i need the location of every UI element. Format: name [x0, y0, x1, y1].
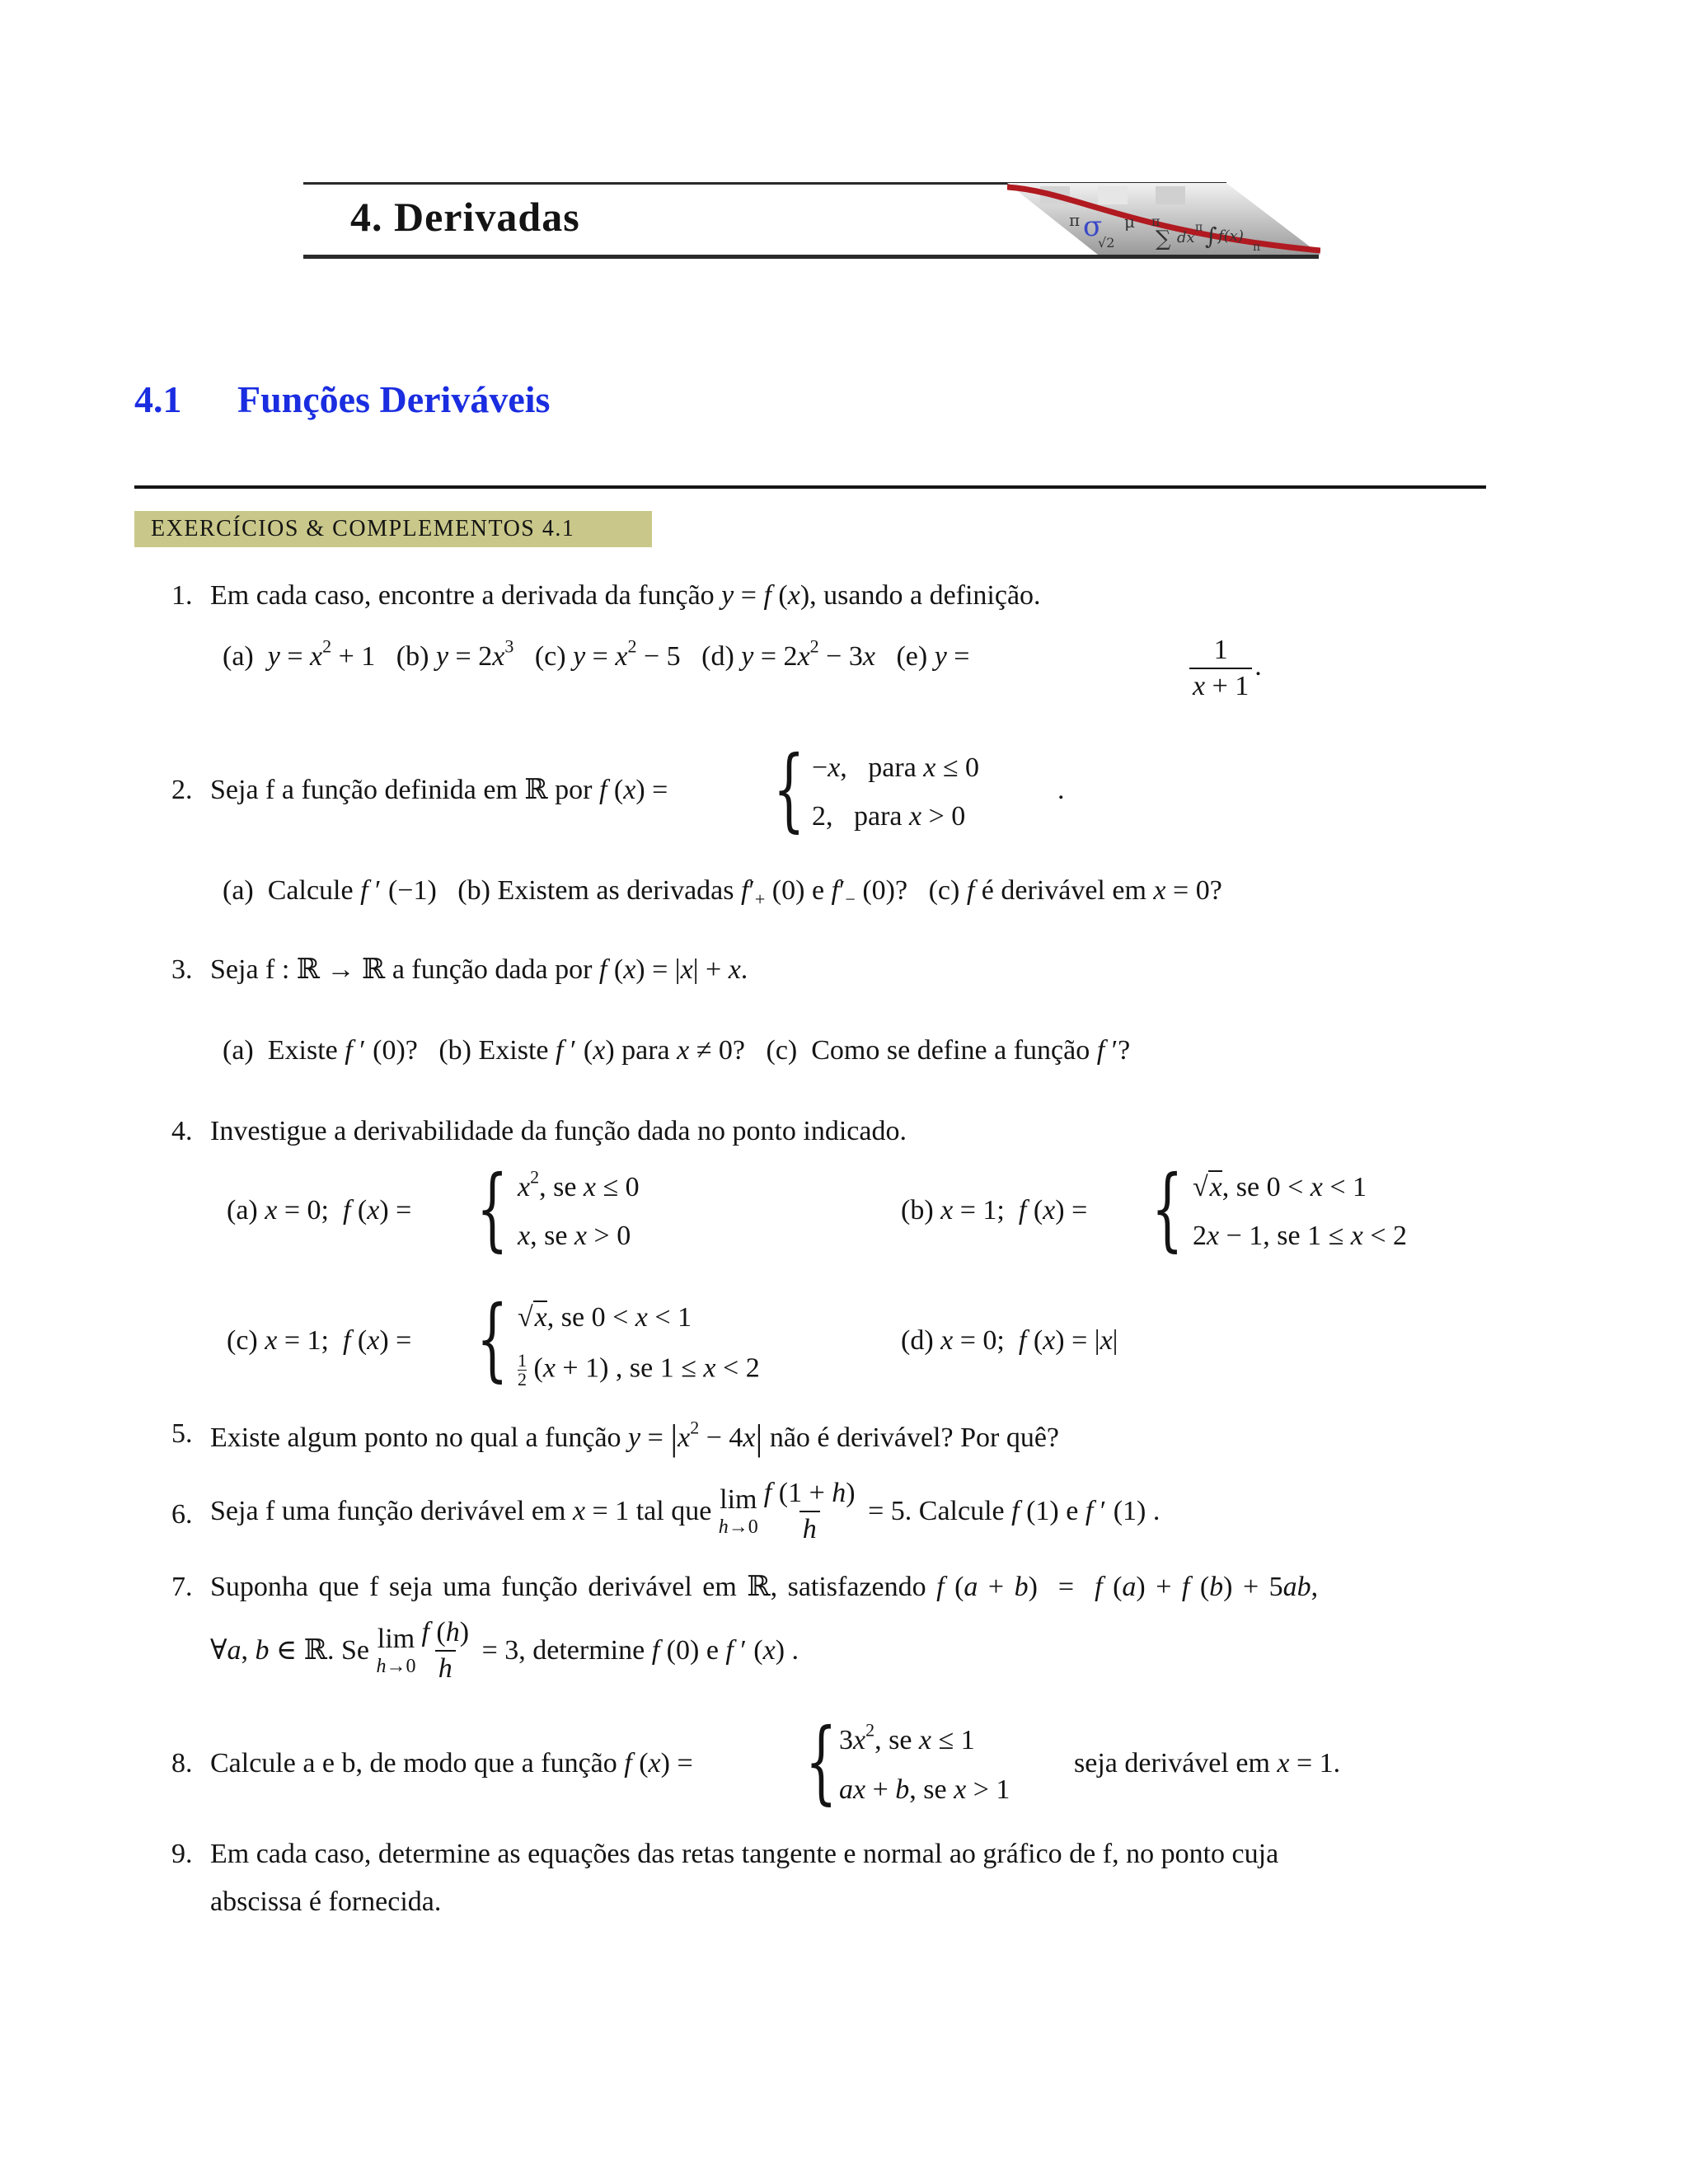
q4c-case2: $\frac{1}{2}$ (x + 1) , se 1 ≤ x < 2 [518, 1350, 760, 1390]
q8-number: 8. [171, 1748, 193, 1779]
q9-line1: Em cada caso, determine as equações das retas tangente e normal ao gráfico de f, no ponto cuja [210, 1839, 1279, 1869]
q8-case2: ax + b, se x > 1 [839, 1774, 1010, 1805]
q6-mid: tal que [635, 1496, 712, 1526]
q7-number: 7. [171, 1572, 193, 1602]
svg-text:∫: ∫ [1205, 223, 1217, 250]
q6-number: 6. [171, 1499, 193, 1530]
q4b-case1: √x, se 0 < x < 1 [1193, 1172, 1367, 1202]
q5-text: Existe algum ponto no qual a função [210, 1422, 621, 1453]
q4a-se2: se [544, 1221, 568, 1251]
q7-text: Suponha que f seja uma função derivável em ℝ, satisfazendo [210, 1572, 926, 1602]
q4c-se2: se [629, 1352, 654, 1384]
q4a-case2: x, se x > 0 [518, 1221, 631, 1251]
q4b-brace: { [1151, 1155, 1184, 1261]
q1-text: Em cada caso, encontre a derivada da função [210, 580, 715, 611]
q1-options: (a) $y = x^2 + 1$ (b) $y = 2x^3$ (c) $y = x^2 - 5$ (d) $y = 2x^2 - 3x$ (e) y = [223, 635, 970, 672]
q1-number: 1. [171, 580, 193, 611]
exercises-label [134, 511, 652, 547]
q2-period: . [1057, 775, 1065, 805]
q1-statement: Em cada caso, encontre a derivada da função y = f (x), usando a definição. [210, 580, 1041, 611]
svg-text:μ: μ [1124, 212, 1135, 232]
q7-line2: ∀ a , b ∈ ℝ. Se lim h→0 $\frac{f (h)}{h}$ = 3, determine f (0) e f ′ ( x ) . [210, 1617, 799, 1684]
q5-number: 5. [171, 1418, 193, 1449]
q2-brace: { [773, 736, 805, 841]
q4a-case1: $x^2$, se x ≤ 0 [518, 1166, 640, 1202]
q4b-label: (b) x = 1; f (x) = [901, 1195, 1088, 1226]
q8-se2: se [923, 1774, 947, 1805]
q2-text: Seja f a função definida em ℝ por [210, 775, 593, 805]
q6-statement: Seja f uma função derivável em x = 1 tal que lim h→0 $\frac{f (1 + h)}{h}$ = 5. Calcule f (1) e f ′ (1) . [210, 1478, 1160, 1544]
svg-text:π: π [1195, 221, 1203, 234]
q3-text: Seja f : ℝ → ℝ a função dada por [210, 954, 593, 985]
section-title: Funções Deriváveis [237, 378, 551, 420]
q4d-label: (d) x = 0; f (x) = |x| [901, 1325, 1118, 1356]
q3-a: Existe [267, 1035, 338, 1066]
section-divider [134, 485, 1486, 489]
q4a-brace: { [476, 1155, 509, 1261]
q2-case2: 2, para x > 0 [812, 801, 966, 832]
q4b-case2: 2x − 1, se 1 ≤ x < 2 [1193, 1221, 1408, 1251]
q4-statement: Investigue a derivabilidade da função dada no ponto indicado. [210, 1116, 907, 1146]
q8-se1: se [889, 1725, 912, 1755]
q4b-se1: se [1236, 1172, 1260, 1202]
q2-case2-cond: para [854, 801, 903, 832]
svg-text:dx: dx [1177, 229, 1195, 246]
q2-statement: Seja f a função definida em ℝ por f (x) = [210, 775, 668, 805]
q8-tail-text: seja derivável em [1074, 1748, 1270, 1779]
q3-b: Existe [478, 1035, 549, 1066]
q6-text: Seja f uma função derivável em [210, 1496, 566, 1526]
svg-text:∑: ∑ [1156, 227, 1171, 251]
q4b-se2: se [1277, 1221, 1301, 1251]
q8-statement: Calcule a e b, de modo que a função f (x) = [210, 1748, 693, 1779]
q3-statement: Seja f : ℝ → ℝ a função dada por f (x) = |x| + x. [210, 954, 748, 985]
q7-l2-tail: determine [532, 1635, 645, 1666]
q8-tail: seja derivável em x = 1. [1074, 1748, 1341, 1779]
q1-tail: , usando a definição. [809, 580, 1041, 611]
q9-line2: abscissa é fornecida. [210, 1886, 442, 1917]
q2-b: Existem as derivadas [497, 875, 734, 906]
svg-text:π: π [1253, 241, 1261, 254]
q6-tail: Calcule [918, 1496, 1005, 1526]
svg-text:π: π [1151, 213, 1160, 229]
q2-options: (a) Calcule f ′ (−1) (b) Existem as derivadas $f'_+$ (0) e $f'_-$ (0)? (c) f é derivável em x = 0? [223, 875, 1222, 910]
q2-c: é derivável em [981, 875, 1146, 906]
q3-b-tail: para [621, 1035, 670, 1066]
q8-brace: { [805, 1708, 837, 1814]
q4-number: 4. [171, 1116, 193, 1146]
q1-fraction: $\frac{1}{x + 1}$ . [1187, 636, 1262, 701]
q7-statement: Suponha que f seja uma função derivável em ℝ, satisfazendo f (a + b) = f (a) + f (b) + 5ab, [210, 1572, 1319, 1602]
q3-c: Como se define a função [811, 1035, 1090, 1066]
svg-text:√2: √2 [1098, 235, 1115, 251]
q5-tail: não é derivável? Por quê? [769, 1422, 1060, 1453]
q4c-label: (c) x = 1; f (x) = [227, 1325, 412, 1356]
svg-text:f(x): f(x) [1218, 227, 1244, 245]
q3-options: (a) Existe f ′ (0)? (b) Existe f ′ (x) para x ≠ 0? (c) Como se define a função f ′? [223, 1035, 1131, 1066]
q9-number: 9. [171, 1839, 193, 1869]
q2-case1-cond: para [868, 752, 917, 783]
q7-l2: Se [340, 1635, 369, 1666]
q4a-label: (a) x = 0; f (x) = [227, 1195, 412, 1226]
q2-case1: −x, para x ≤ 0 [812, 752, 980, 783]
q7-e: e [706, 1635, 719, 1666]
q8-case1: $3x^2$, se x ≤ 1 [839, 1719, 975, 1755]
q5-statement: Existe algum ponto no qual a função $y = |x^2 - 4x|$ não é derivável? Por quê? [210, 1417, 1060, 1458]
exercises-label-text: EXERCÍCIOS & COMPLEMENTOS 4.1 [151, 516, 575, 541]
q2-number: 2. [171, 775, 193, 805]
svg-text:π: π [1069, 210, 1081, 230]
q4a-se1: se [553, 1172, 577, 1202]
chapter-title: 4. Derivadas [350, 194, 580, 240]
q8-text: Calcule a e b, de modo que a função [210, 1748, 617, 1779]
q4c-se1: se [560, 1302, 585, 1333]
section-number: 4.1 [134, 378, 182, 420]
q2-a: Calcule [267, 875, 354, 906]
q6-e: e [1066, 1496, 1079, 1526]
q3-number: 3. [171, 954, 193, 985]
svg-text:σ: σ [1083, 210, 1103, 243]
chapter-banner-image [1007, 183, 1320, 259]
q4c-brace: { [476, 1286, 509, 1391]
q4c-case1: √x, se 0 < x < 1 [518, 1302, 692, 1333]
